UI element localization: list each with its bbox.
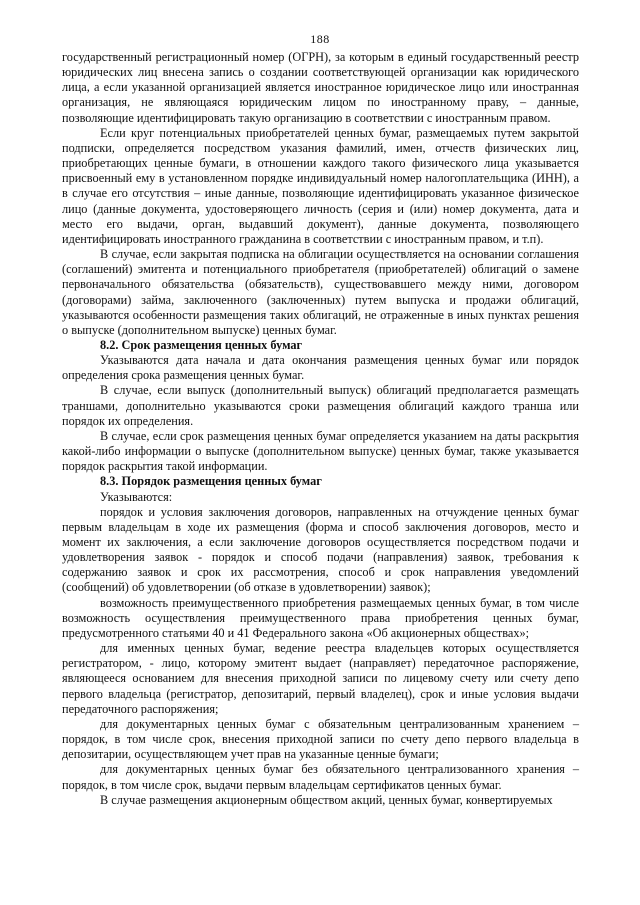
section-heading: 8.3. Порядок размещения ценных бумаг: [100, 474, 322, 489]
paragraph: Указываются дата начала и дата окончания размещения ценных бумаг или порядок определения срока размещения ценных бумаг.: [62, 353, 579, 383]
paragraph: В случае размещения акционерным обществом акций, ценных бумаг, конвертируемых: [100, 792, 553, 807]
document-body: [62, 50, 579, 808]
paragraph: возможность преимущественного приобретения размещаемых ценных бумаг, в том числе возможность осуществления преимущественного права приобретения ценных бумаг, предусмотренного статьями 40 и 41 Федерального закона «Об акционерных обществах»;: [62, 595, 579, 640]
paragraph: В случае, если выпуск (дополнительный выпуск) облигаций предполагается размещать траншами, дополнительно указываются сроки размещения облигаций каждого транша или порядок их определения.: [62, 383, 579, 428]
page-number: 188: [310, 32, 330, 46]
paragraph: Указываются:: [100, 489, 173, 504]
paragraph: для документарных ценных бумаг с обязательным централизованным хранением – порядок, в том числе срок, внесения приходной записи по счету депо первого владельца в депозитарии, осуществляющем учет прав на указанные ценные бумаги;: [62, 716, 579, 762]
paragraph: государственный регистрационный номер (ОГРН), за которым в единый государственный реестр юридических лиц внесена запись о создании соответствующей организации как юридического лица, а если указанной организацией является иностранное юридическое лицо или иностранная организация, не являющаяся юридическим лицом по иностранному праву, – данные, позволяющие идентифицировать такую организацию в соответствии с иностранным правом.: [62, 50, 579, 125]
paragraph: В случае, если срок размещения ценных бумаг определяется указанием на даты раскрытия какой-либо информации о выпуске (дополнительном выпуске) ценных бумаг, также указывается порядок раскрытия такой информации.: [62, 428, 579, 474]
paragraph: В случае, если закрытая подписка на облигации осуществляется на основании соглашения (соглашений) эмитента и потенциального приобретателя (приобретателей) облигаций о замене первоначального обязательства (обязательств), существовавшего между ними, договором (договорами) займа, заключенного (заключенных) путем выпуска и продажи облигаций, указываются особенности размещения таких облигаций, не отраженные в иных пунктах решения о выпуске (дополнительном выпуске) ценных бумаг.: [62, 247, 579, 337]
paragraph: Если круг потенциальных приобретателей ценных бумаг, размещаемых путем закрытой подписки, определяется посредством указания фамилий, имен, отчеств физических лиц, приобретающих ценные бумаги, в отношении каждого такого физического лица указывается присвоенный ему в установленном порядке индивидуальный номер налогоплательщика (ИНН), а в случае его отсутствия – иные данные, позволяющие идентифицировать указанное физическое лицо (данные документа, удостоверяющего личность (серия и (или) номер документа, дата и место его выдачи, орган, выдавший документ), данные документа, позволяющего идентифицировать иностранного гражданина в соответствии с иностранным правом, и т.п).: [62, 125, 579, 246]
paragraph: для именных ценных бумаг, ведение реестра владельцев которых осуществляется регистратором, - лицо, которому эмитент выдает (направляет) передаточное распоряжение, являющееся основанием для внесения приходной записи по лицевому счету или счету депо первого владельца (регистратор, депозитарий, первый владелец), срок и иные условия выдачи передаточного распоряжения;: [62, 641, 579, 716]
section-heading: 8.2. Срок размещения ценных бумаг: [100, 337, 303, 352]
paragraph: для документарных ценных бумаг без обязательного централизованного хранения – порядок, в том числе срок, выдачи первым владельцам сертификатов ценных бумаг.: [62, 762, 579, 792]
paragraph: порядок и условия заключения договоров, направленных на отчуждение ценных бумаг первым владельцам в ходе их размещения (форма и способ заключения договоров, место и момент их заключения, а если заключение договоров осуществляется посредством подачи и удовлетворения заявок - порядок и способ подачи (направления) заявок, требования к содержанию заявок и срок их рассмотрения, способ и срок направления уведомлений (сообщений) об удовлетворении (об отказе в удовлетворении) заявок);: [62, 504, 579, 595]
